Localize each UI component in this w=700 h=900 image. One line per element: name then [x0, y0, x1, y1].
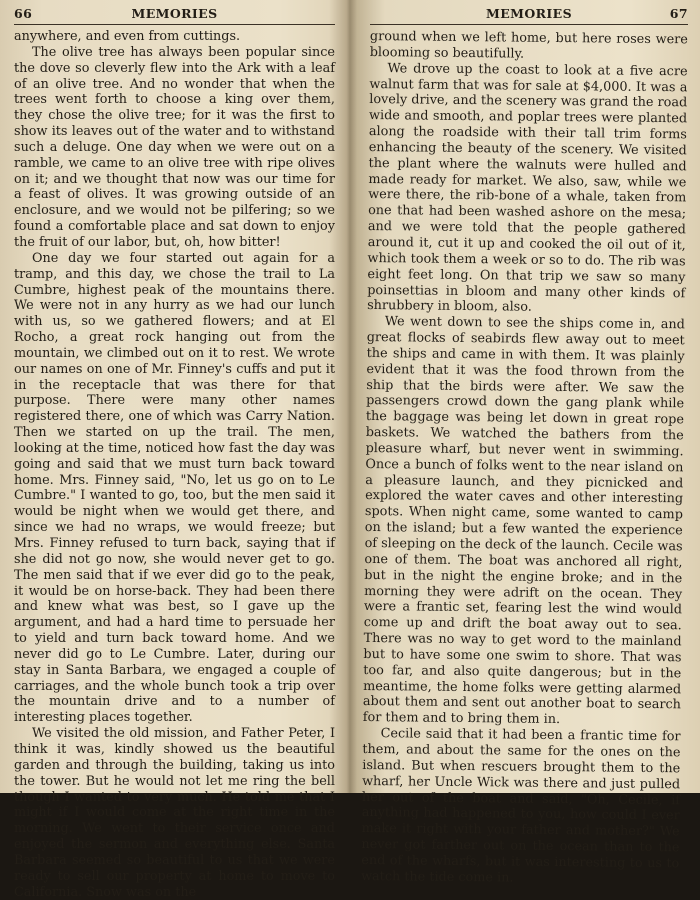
right-page — [352, 0, 700, 886]
right-page-header — [370, 4, 688, 25]
running-head: MEMORIES — [131, 6, 218, 21]
page-number: 66 — [14, 6, 33, 21]
paragraph: Cecile said that it had been a frantic time for them, and about the same for the ones on the island. But when rescuers brought them to the wharf, her Uncle Wick was there and just pulled her out of the boat and said, "Oh, Cecile, if anything had happened to you, how could I ever make it right with your father and mother?" We never got farther out on the ocean than to the end of the wharfs, but it was interesting to us to watch the tide come in. — [361, 726, 681, 886]
left-page-header — [14, 4, 335, 25]
paragraph: We visited the old mission, and Father Peter, I think it was, kindly showed us the beautiful garden and through the building, taking us into the tower. But he would not let me ring the bell though I wanted to very much. He told me that I might if I would come at the right time in the morning. We went to their service once and enjoyed the sermon and everything else. Santa Barbara seemed so beautiful to us that we were ready to sell our property at home to move to California. Snow was on the — [14, 726, 335, 900]
running-head: MEMORIES — [485, 6, 573, 21]
left-page — [0, 0, 347, 900]
page-number: 67 — [669, 6, 688, 21]
paragraph: anywhere, and even from cuttings. — [14, 29, 241, 44]
paragraph: We drove up the coast to look at a five acre walnut farm that was for sale at $4,000. It was a lovely drive, and the scenery was grand the road wide and smooth, and poplar trees were planted along the roadside with their tall trim forms enhancing the beauty of the scenery. We visited the plant where the walnuts were hulled and made ready for market. We also, saw, while we were there, the rib-bone of a whale, taken from one that had been washed ashore on the mesa; and we were told that the people gathered around it, cut it up and cooked the oil out of it, which took them a week or so to do. The rib was eight feet long. On that trip we saw so many poinsettias in bloom and many other kinds of shrubbery in bloom, also. — [367, 60, 688, 316]
paragraph: ground when we left home, but here roses were blooming so beautifully. — [369, 29, 688, 62]
paragraph: We went down to see the ships come in, and great flocks of seabirds flew away out to meet the ships and came in with them. It was plainly evident that it was the food thrown from the ship that the birds were after. We saw the passengers crowd down the gang plank while the baggage was being let down in great rope baskets. We watched the bathers from the pleasure wharf, but never went in swimming. Once a bunch of folks went to the near island on a pleasure launch, and they picnicked and explored the water caves and other interesting spots. When night came, some wanted to camp on the island; but a few wanted the experience of sleeping on the deck of the launch. Cecile was one of them. The boat was anchored all right, but in the night the engine broke; and in the morning they were adrift on the ocean. They were a frantic set, fearing lest the wind would come up and drift the boat away out to sea. There was no way to get word to the mainland but to have some one swim to shore. That was too far, and also quite dangerous; but in the meantime, the home folks were getting alarmed about them and sent out another boat to search for them and to bring them in. — [362, 314, 685, 728]
paragraph: One day we four started out again for a tramp, and this day, we chose the trail to La Cumbre, highest peak of the mountains there. We were not in any hurry as we had our lunch with us, so we gathered flowers; and at El Rocho, a great rock hanging out from the mountain, we climbed out on it to rest. We wrote our names on one of Mr. Finney's cuffs and put it in the receptacle that was there for that purpose. There were many other names registered there, one of which was Carry Nation. Then we started on up the trail. The men, looking at the time, noticed how fast the day was going and said that we must turn back toward home. Mrs. Finney said, "No, let us go on to Le Cumbre." I wanted to go, too, but the men said it would be night when we would get there, and since we had no wraps, we would freeze; but Mrs. Finney refused to turn back, saying that if she did not go now, she would never get to go. The men said that if we ever did go to the peak, it would be on horse-back. They had been there and knew what was best, so I gave up the argument, and had a hard time to persuade her to yield and turn back toward home. And we never did go to Le Cumbre. Later, during our stay in Santa Barbara, we engaged a couple of carriages, and the whole bunch took a trip over the mountain drive and to a number of interesting places together. — [14, 250, 335, 726]
right-page-text — [361, 29, 688, 888]
left-page-text — [14, 29, 335, 900]
paragraph: The olive tree has always been popular since the dove so cleverly flew into the Ark with a leaf of an olive tree. And no wonder that when the trees went forth to choose a king over them, they chose the olive tree; for it was the first to show its leaves out of the water and to withstand such a deluge. One day when we were out on a ramble, we came to an olive tree with ripe olives on it; and we thought that now was our time for a feast of olives. It was growing outside of an enclosure, and we would not be pilfering; so we found a comfortable place and sat down to enjoy the fruit of our labor, but, oh, how bitter! — [14, 44, 335, 250]
